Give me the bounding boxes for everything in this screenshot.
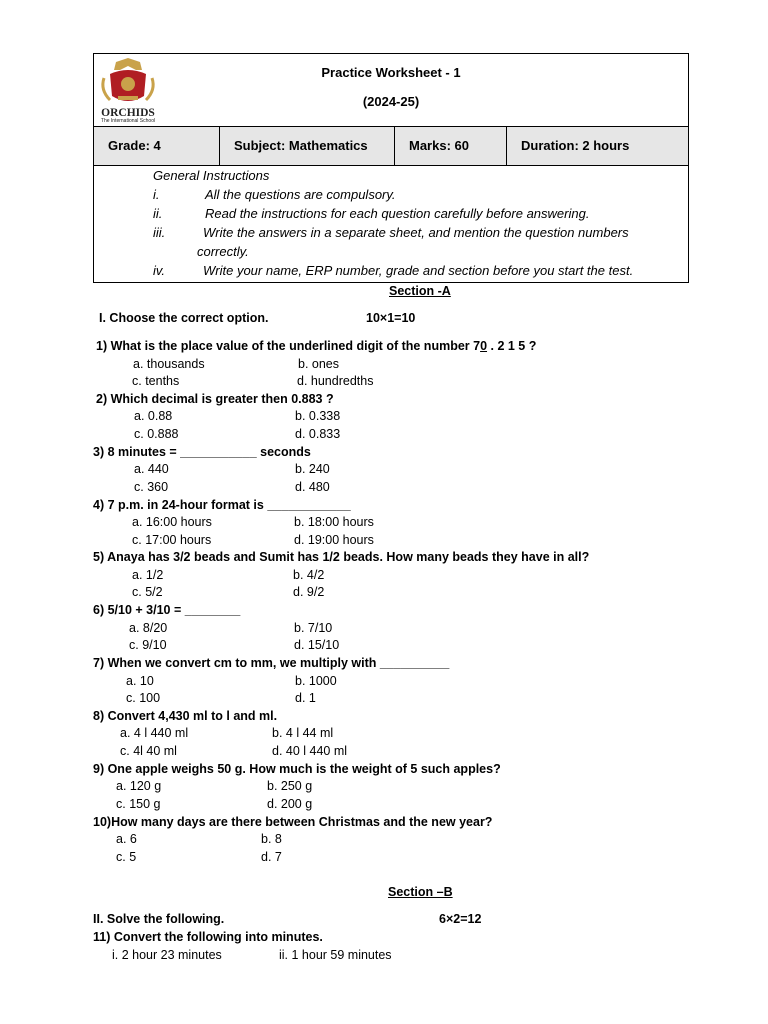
option-c: c. 360	[134, 480, 169, 494]
instruction-text-continued: correctly.	[197, 244, 249, 259]
underlined-digit: 0	[480, 339, 488, 353]
question-text: 1) What is the place value of the underlined digit of the number 7	[96, 339, 481, 353]
option-a: a. 6	[116, 832, 137, 846]
question-2: 2) Which decimal is greater then 0.883 ?	[96, 392, 334, 406]
question-6: 6) 5/10 + 3/10 = ________	[93, 603, 241, 617]
option-d: d. 200 g	[267, 797, 313, 811]
instructions-heading: General Instructions	[153, 168, 270, 183]
option-a: a. 8/20	[129, 621, 168, 635]
option-a: a. 10	[126, 674, 154, 688]
option-c: c. 0.888	[134, 427, 179, 441]
option-c: c. 100	[126, 691, 161, 705]
question-5: 5) Anaya has 3/2 beads and Sumit has 1/2 beads. How many beads they have in all?	[93, 550, 590, 564]
sub-question-ii: ii. 1 hour 59 minutes	[279, 948, 392, 962]
option-d: d. 15/10	[294, 638, 340, 652]
option-c: c. 4l 40 ml	[120, 744, 177, 758]
option-b: b. ones	[298, 357, 340, 371]
option-b: b. 0.338	[295, 409, 341, 423]
option-b: b. 4 l 44 ml	[272, 726, 334, 740]
option-d: d. 40 l 440 ml	[272, 744, 348, 758]
sub-question-i: i. 2 hour 23 minutes	[112, 948, 222, 962]
option-b: b. 18:00 hours	[294, 515, 374, 529]
question-11: 11) Convert the following into minutes.	[93, 930, 323, 944]
header-info-row	[94, 127, 688, 166]
question-text: . 2 1 5 ?	[487, 339, 537, 353]
option-d: d. 7	[261, 850, 282, 864]
option-a: a. 16:00 hours	[132, 515, 212, 529]
option-d: d. 0.833	[295, 427, 341, 441]
option-a: a. 120 g	[116, 779, 162, 793]
option-b: b. 4/2	[293, 568, 325, 582]
question-4: 4) 7 p.m. in 24-hour format is ____________	[93, 498, 351, 512]
section-b-title: Section –B	[388, 885, 453, 899]
question-10: 10)How many days are there between Christmas and the new year?	[93, 815, 493, 829]
option-d: d. 19:00 hours	[294, 533, 374, 547]
option-d: d. 1	[295, 691, 316, 705]
worksheet-title: Practice Worksheet - 1	[321, 65, 461, 80]
option-d: d. 9/2	[293, 585, 325, 599]
instruction-num: i.	[153, 187, 160, 202]
section-b-marks: 6×2=12	[439, 912, 482, 926]
school-tagline-text: The International School	[100, 118, 156, 124]
section-a-instruction: I. Choose the correct option.	[99, 311, 269, 325]
question-1	[96, 339, 536, 353]
section-a-title: Section -A	[389, 284, 451, 298]
instruction-text: All the questions are compulsory.	[205, 187, 396, 202]
option-b: b. 240	[295, 462, 330, 476]
instruction-text: Write your name, ERP number, grade and section before you start the test.	[203, 263, 634, 278]
marks-cell: Marks: 60	[395, 127, 507, 165]
subject-cell: Subject: Mathematics	[220, 127, 395, 165]
instruction-text: Write the answers in a separate sheet, and mention the question numbers	[203, 225, 629, 240]
option-b: b. 1000	[295, 674, 337, 688]
option-b: b. 250 g	[267, 779, 313, 793]
option-c: c. 150 g	[116, 797, 161, 811]
question-8: 8) Convert 4,430 ml to l and ml.	[93, 709, 278, 723]
option-d: d. 480	[295, 480, 330, 494]
question-7: 7) When we convert cm to mm, we multiply with __________	[93, 656, 450, 670]
option-c: c. 5	[116, 850, 137, 864]
option-c: c. 9/10	[129, 638, 167, 652]
option-b: b. 7/10	[294, 621, 333, 635]
instruction-text: Read the instructions for each question carefully before answering.	[205, 206, 590, 221]
option-b: b. 8	[261, 832, 282, 846]
option-c: c. 17:00 hours	[132, 533, 212, 547]
school-name-text: ORCHIDS	[101, 107, 155, 119]
duration-cell: Duration: 2 hours	[521, 138, 630, 153]
option-a: a. thousands	[133, 357, 205, 371]
instruction-num: iv.	[153, 263, 166, 278]
option-a: a. 1/2	[132, 568, 164, 582]
option-a: a. 0.88	[134, 409, 173, 423]
option-a: a. 440	[134, 462, 169, 476]
option-d: d. hundredths	[297, 374, 374, 388]
section-b-instruction: II. Solve the following.	[93, 912, 225, 926]
question-9: 9) One apple weighs 50 g. How much is the weight of 5 such apples?	[93, 762, 501, 776]
option-c: c. 5/2	[132, 585, 163, 599]
section-a-marks: 10×1=10	[366, 311, 416, 325]
instruction-num: ii.	[153, 206, 163, 221]
question-3: 3) 8 minutes = ___________ seconds	[93, 445, 311, 459]
worksheet-header-table	[93, 53, 689, 283]
worksheet-year: (2024-25)	[362, 94, 420, 109]
header-title-block	[94, 54, 688, 127]
instruction-num: iii.	[153, 225, 166, 240]
option-a: a. 4 l 440 ml	[120, 726, 189, 740]
option-c: c. tenths	[132, 374, 180, 388]
grade-cell: Grade: 4	[94, 127, 220, 165]
